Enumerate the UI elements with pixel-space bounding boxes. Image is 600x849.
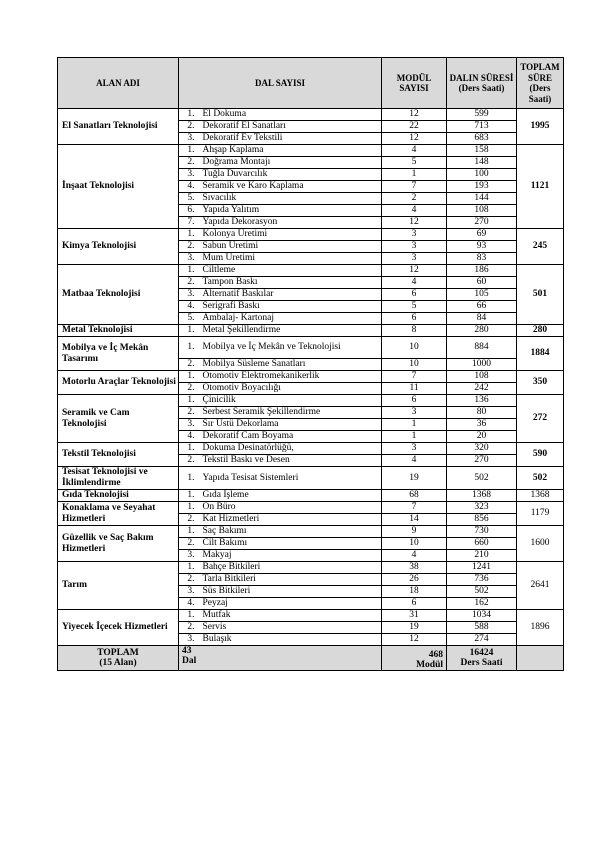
dal-name: Alternatif Baskılar — [197, 289, 382, 301]
dal-number: 4. — [179, 301, 197, 313]
dal-name: Peyzaj — [197, 598, 382, 610]
dal-number: 5. — [179, 193, 197, 205]
table-row — [58, 443, 564, 455]
table-row — [58, 109, 564, 121]
dal-name: Dekoratif El Sanatları — [197, 121, 382, 133]
table-row — [58, 490, 564, 502]
modul-count: 3 — [382, 253, 447, 265]
table-row — [58, 526, 564, 538]
header-toplam: TOPLAM SÜRE (Ders Saati) — [517, 58, 564, 109]
dal-sure: 599 — [447, 109, 517, 121]
dal-name: Dekoratif Cam Boyama — [197, 431, 382, 443]
modul-count: 10 — [382, 359, 447, 371]
modul-count: 3 — [382, 443, 447, 455]
modul-count: 4 — [382, 277, 447, 289]
dal-sure: 144 — [447, 193, 517, 205]
dal-sure: 856 — [447, 514, 517, 526]
dal-name: Seramik ve Karo Kaplama — [197, 181, 382, 193]
dal-sure: 683 — [447, 133, 517, 145]
dal-name: Doğrama Montajı — [197, 157, 382, 169]
modul-count: 4 — [382, 145, 447, 157]
dal-name: Yapıda Tesisat Sistemleri — [197, 467, 382, 490]
dal-name: Kolonya Üretimi — [197, 229, 382, 241]
dal-sure: 105 — [447, 289, 517, 301]
dal-name: Mum Üretimi — [197, 253, 382, 265]
dal-name: Sabun Üretimi — [197, 241, 382, 253]
header-row — [58, 58, 564, 109]
modul-count: 6 — [382, 395, 447, 407]
dal-number: 2. — [179, 622, 197, 634]
dal-number: 7. — [179, 217, 197, 229]
dal-sure: 270 — [447, 217, 517, 229]
dal-name: Ahşap Kaplama — [197, 145, 382, 157]
dal-number: 4. — [179, 431, 197, 443]
modul-count: 1 — [382, 419, 447, 431]
dal-name: Otomotiv Boyacılığı — [197, 383, 382, 395]
dal-name: Yapıda Yalıtım — [197, 205, 382, 217]
dal-sure: 242 — [447, 383, 517, 395]
area-total: 245 — [517, 229, 564, 265]
table-row — [58, 145, 564, 157]
dal-number: 4. — [179, 598, 197, 610]
area-total: 1896 — [517, 610, 564, 646]
area-total: 501 — [517, 265, 564, 325]
header-sure: DALIN SÜRESİ (Ders Saati) — [447, 58, 517, 109]
dal-number: 3. — [179, 550, 197, 562]
dal-sure: 1368 — [447, 490, 517, 502]
modul-count: 12 — [382, 217, 447, 229]
area-total: 272 — [517, 395, 564, 443]
table-row — [58, 229, 564, 241]
dal-name: Serbest Seramik Şekillendirme — [197, 407, 382, 419]
modul-count: 31 — [382, 610, 447, 622]
dal-name: Cilt Bakımı — [197, 538, 382, 550]
dal-number: 3. — [179, 419, 197, 431]
dal-sure: 323 — [447, 502, 517, 514]
dal-sure: 884 — [447, 337, 517, 359]
dal-number: 1. — [179, 490, 197, 502]
dal-number: 3. — [179, 289, 197, 301]
modul-count: 2 — [382, 193, 447, 205]
dal-name: Tuğla Duvarcılık — [197, 169, 382, 181]
table-row — [58, 265, 564, 277]
footer-sure-line2: Ders Saati — [460, 658, 503, 668]
table-body — [58, 109, 564, 646]
dal-name: Mobilya ve İç Mekân ve Teknolojisi — [197, 337, 382, 359]
modul-count: 1 — [382, 169, 447, 181]
dal-number: 3. — [179, 169, 197, 181]
dal-number: 2. — [179, 455, 197, 467]
area-total: 280 — [517, 325, 564, 337]
modul-count: 12 — [382, 109, 447, 121]
dal-number: 2. — [179, 407, 197, 419]
area-total: 2641 — [517, 562, 564, 610]
modul-count: 12 — [382, 265, 447, 277]
area-total: 1121 — [517, 145, 564, 229]
footer-total — [517, 646, 564, 671]
area-total: 1368 — [517, 490, 564, 502]
dal-sure: 80 — [447, 407, 517, 419]
dal-sure: 502 — [447, 467, 517, 490]
table-row — [58, 395, 564, 407]
dal-sure: 69 — [447, 229, 517, 241]
area-total: 1884 — [517, 337, 564, 371]
area-name: Seramik ve Cam Teknolojisi — [58, 395, 179, 443]
dal-number: 1. — [179, 337, 197, 359]
dal-number: 2. — [179, 277, 197, 289]
modul-count: 10 — [382, 538, 447, 550]
dal-sure: 1034 — [447, 610, 517, 622]
modul-count: 18 — [382, 586, 447, 598]
modul-count: 12 — [382, 634, 447, 646]
area-name: Tarım — [58, 562, 179, 610]
dal-name: Bulaşık — [197, 634, 382, 646]
modul-count: 1 — [382, 431, 447, 443]
header-modul: MODÜL SAYISI — [382, 58, 447, 109]
footer-label — [58, 646, 179, 671]
dal-name: Servis — [197, 622, 382, 634]
dal-name: Çinicilik — [197, 395, 382, 407]
dal-number: 1. — [179, 526, 197, 538]
area-total: 350 — [517, 371, 564, 395]
modul-count: 19 — [382, 467, 447, 490]
modul-count: 6 — [382, 313, 447, 325]
dal-number: 1. — [179, 145, 197, 157]
dal-number: 3. — [179, 253, 197, 265]
dal-name: Süs Bitkileri — [197, 586, 382, 598]
dal-sure: 713 — [447, 121, 517, 133]
dal-name: Sır Üstü Dekorlama — [197, 419, 382, 431]
dal-name: Makyaj — [197, 550, 382, 562]
curriculum-table — [57, 57, 564, 671]
dal-sure: 210 — [447, 550, 517, 562]
dal-name: Sıvacılık — [197, 193, 382, 205]
modul-count: 12 — [382, 133, 447, 145]
dal-name: Gıda İşleme — [197, 490, 382, 502]
modul-count: 38 — [382, 562, 447, 574]
dal-number: 1. — [179, 562, 197, 574]
area-name: Matbaa Teknolojisi — [58, 265, 179, 325]
modul-count: 7 — [382, 371, 447, 383]
dal-sure: 20 — [447, 431, 517, 443]
area-name: Motorlu Araçlar Teknolojisi — [58, 371, 179, 395]
area-name: El Sanatları Teknolojisi — [58, 109, 179, 145]
dal-sure: 660 — [447, 538, 517, 550]
dal-number: 2. — [179, 383, 197, 395]
table-row — [58, 502, 564, 514]
dal-name: Saç Bakımı — [197, 526, 382, 538]
dal-number: 2. — [179, 241, 197, 253]
dal-number: 2. — [179, 514, 197, 526]
dal-number: 1. — [179, 395, 197, 407]
dal-sure: 100 — [447, 169, 517, 181]
dal-number: 1. — [179, 610, 197, 622]
dal-sure: 736 — [447, 574, 517, 586]
dal-sure: 108 — [447, 371, 517, 383]
table-row — [58, 337, 564, 359]
dal-name: Tekstil Baskı ve Desen — [197, 455, 382, 467]
dal-number: 1. — [179, 229, 197, 241]
modul-count: 10 — [382, 337, 447, 359]
dal-name: Ciltleme — [197, 265, 382, 277]
dal-number: 2. — [179, 157, 197, 169]
dal-sure: 148 — [447, 157, 517, 169]
header-alan: ALAN ADI — [58, 58, 179, 109]
modul-count: 19 — [382, 622, 447, 634]
modul-count: 7 — [382, 181, 447, 193]
area-name: Yiyecek İçecek Hizmetleri — [58, 610, 179, 646]
area-name: Kimya Teknolojisi — [58, 229, 179, 265]
dal-name: Mutfak — [197, 610, 382, 622]
area-name: Tesisat Teknolojisi ve İklimlendirme — [58, 467, 179, 490]
dal-sure: 136 — [447, 395, 517, 407]
dal-number: 5. — [179, 313, 197, 325]
dal-number: 6. — [179, 205, 197, 217]
dal-name: Dokuma Desinatörlüğü, — [197, 443, 382, 455]
modul-count: 4 — [382, 550, 447, 562]
dal-name: Yapıda Dekorasyon — [197, 217, 382, 229]
dal-sure: 274 — [447, 634, 517, 646]
dal-sure: 730 — [447, 526, 517, 538]
dal-name: Dekoratif Ev Tekstili — [197, 133, 382, 145]
dal-sure: 66 — [447, 301, 517, 313]
footer-modul-line1: 468 — [428, 650, 444, 660]
footer-dal-line1: 43 — [182, 646, 192, 656]
modul-count: 8 — [382, 325, 447, 337]
dal-name: El Dokuma — [197, 109, 382, 121]
dal-number: 3. — [179, 133, 197, 145]
area-total: 1995 — [517, 109, 564, 145]
dal-number: 3. — [179, 634, 197, 646]
footer-sure — [447, 646, 517, 671]
footer-label-line2: (15 Alan) — [99, 658, 137, 668]
dal-name: Bahçe Bitkileri — [197, 562, 382, 574]
modul-count: 68 — [382, 490, 447, 502]
area-name: Gıda Teknolojisi — [58, 490, 179, 502]
modul-count: 3 — [382, 407, 447, 419]
footer-row — [58, 646, 564, 671]
dal-number: 2. — [179, 121, 197, 133]
footer-sure-line1: 16424 — [469, 648, 494, 658]
dal-sure: 186 — [447, 265, 517, 277]
modul-count: 6 — [382, 598, 447, 610]
dal-number: 1. — [179, 265, 197, 277]
modul-count: 4 — [382, 205, 447, 217]
dal-number: 3. — [179, 586, 197, 598]
footer-dal — [179, 646, 382, 671]
modul-count: 9 — [382, 526, 447, 538]
dal-number: 1. — [179, 467, 197, 490]
modul-count: 11 — [382, 383, 447, 395]
dal-number: 2. — [179, 538, 197, 550]
header-dal: DAL SAYISI — [179, 58, 382, 109]
area-total: 590 — [517, 443, 564, 467]
modul-count: 3 — [382, 241, 447, 253]
dal-number: 2. — [179, 359, 197, 371]
table-row — [58, 562, 564, 574]
modul-count: 3 — [382, 229, 447, 241]
dal-number: 2. — [179, 574, 197, 586]
modul-count: 6 — [382, 289, 447, 301]
dal-name: Otomotiv Elektromekanikerlik — [197, 371, 382, 383]
dal-name: Metal Şekillendirme — [197, 325, 382, 337]
dal-name: Ön Büro — [197, 502, 382, 514]
dal-sure: 270 — [447, 455, 517, 467]
dal-number: 1. — [179, 443, 197, 455]
footer-dal-line2: Dal — [182, 656, 197, 666]
dal-sure: 84 — [447, 313, 517, 325]
modul-count: 5 — [382, 157, 447, 169]
table-row — [58, 467, 564, 490]
dal-number: 1. — [179, 502, 197, 514]
area-name: Mobilya ve İç Mekân Tasarımı — [58, 337, 179, 371]
dal-name: Serigrafi Baskı — [197, 301, 382, 313]
footer-label-line1: TOPLAM — [97, 648, 139, 658]
dal-number: 1. — [179, 109, 197, 121]
dal-sure: 93 — [447, 241, 517, 253]
dal-sure: 1241 — [447, 562, 517, 574]
table-row — [58, 371, 564, 383]
dal-sure: 60 — [447, 277, 517, 289]
table-row — [58, 610, 564, 622]
area-name: Tekstil Teknolojisi — [58, 443, 179, 467]
area-total: 502 — [517, 467, 564, 490]
dal-name: Kat Hizmetleri — [197, 514, 382, 526]
dal-sure: 108 — [447, 205, 517, 217]
modul-count: 5 — [382, 301, 447, 313]
dal-name: Ambalaj- Kartonaj — [197, 313, 382, 325]
dal-sure: 280 — [447, 325, 517, 337]
dal-sure: 320 — [447, 443, 517, 455]
dal-number: 1. — [179, 325, 197, 337]
table-row — [58, 325, 564, 337]
footer-modul — [382, 646, 447, 671]
area-total: 1600 — [517, 526, 564, 562]
area-total: 1179 — [517, 502, 564, 526]
area-name: Konaklama ve Seyahat Hizmetleri — [58, 502, 179, 526]
area-name: Metal Teknolojisi — [58, 325, 179, 337]
dal-name: Tarla Bitkileri — [197, 574, 382, 586]
area-name: Güzellik ve Saç Bakım Hizmetleri — [58, 526, 179, 562]
dal-number: 1. — [179, 371, 197, 383]
dal-sure: 1000 — [447, 359, 517, 371]
dal-sure: 158 — [447, 145, 517, 157]
dal-sure: 193 — [447, 181, 517, 193]
modul-count: 22 — [382, 121, 447, 133]
dal-sure: 162 — [447, 598, 517, 610]
modul-count: 7 — [382, 502, 447, 514]
dal-name: Tampon Baskı — [197, 277, 382, 289]
dal-number: 4. — [179, 181, 197, 193]
dal-sure: 502 — [447, 586, 517, 598]
footer-modul-line2: Modül — [416, 660, 444, 670]
dal-sure: 36 — [447, 419, 517, 431]
modul-count: 14 — [382, 514, 447, 526]
modul-count: 4 — [382, 455, 447, 467]
dal-sure: 588 — [447, 622, 517, 634]
dal-name: Mobilya Süsleme Sanatları — [197, 359, 382, 371]
area-name: İnşaat Teknolojisi — [58, 145, 179, 229]
modul-count: 26 — [382, 574, 447, 586]
dal-sure: 83 — [447, 253, 517, 265]
